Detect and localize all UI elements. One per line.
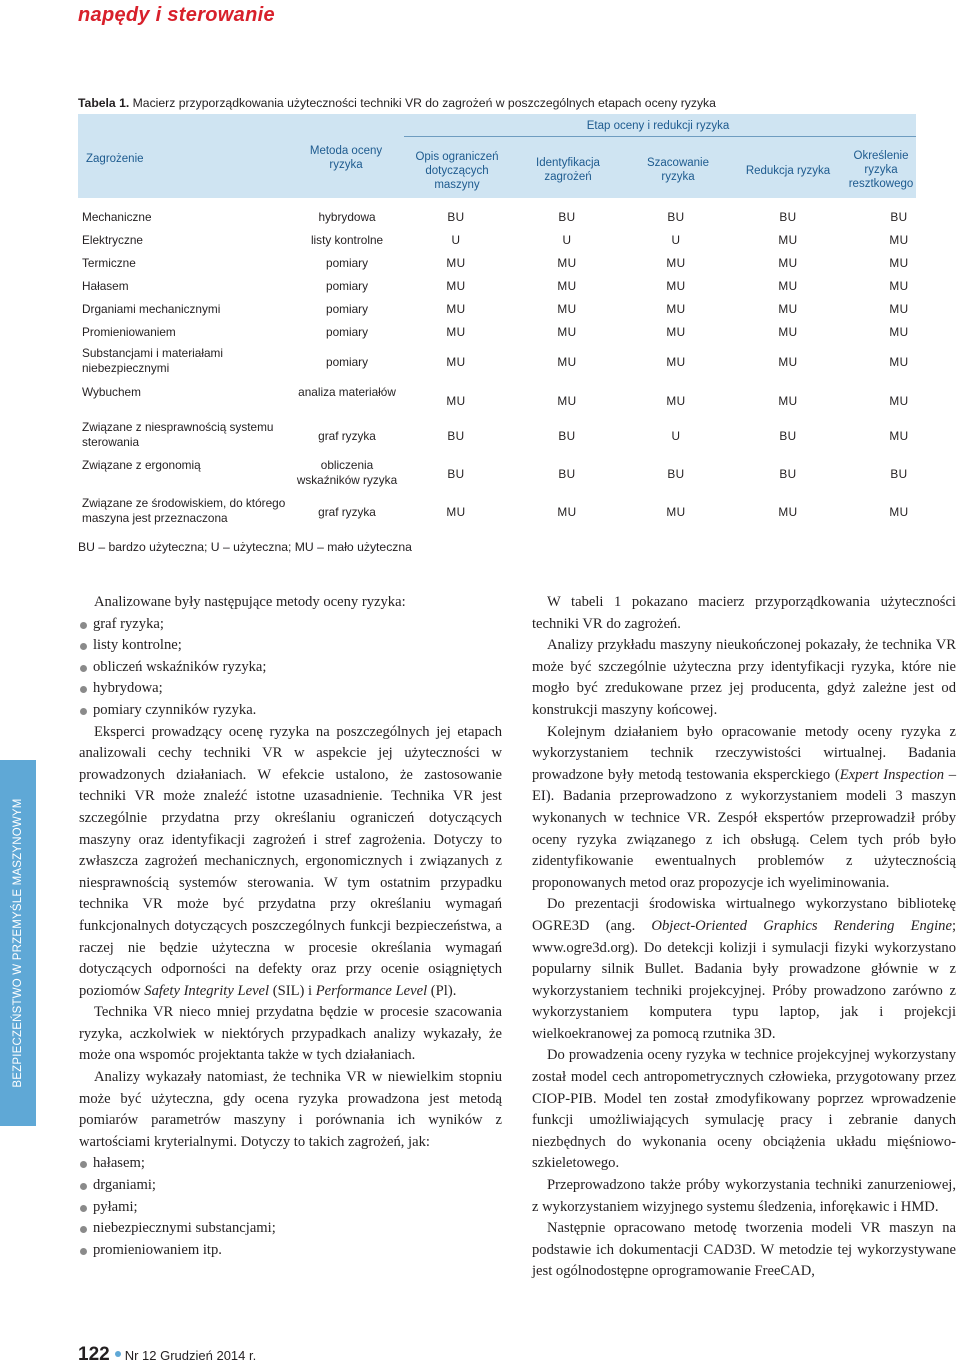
paragraph: Analizy przykładu maszyny nieukończonej pokazały, że technika VR może być szczególnie użyteczna przy identyfikacji ryzyka, które nie mogło być zredukowane przez jej producenta, gdyż zależne jest od konstrukcji maszyny końcowej.	[532, 637, 956, 718]
list-item: hałasem;	[79, 1153, 502, 1175]
row-value-cell: MU	[446, 355, 466, 369]
list-item: pyłami;	[79, 1197, 502, 1219]
row-value-cell: BU	[447, 210, 465, 224]
row-hazard-cell: Wybuchem	[82, 385, 141, 399]
section-title: napędy i sterowanie	[78, 4, 275, 26]
row-method-cell: pomiary	[326, 302, 368, 316]
row-value-cell: MU	[889, 302, 909, 316]
issue-label: Nr 12 Grudzień 2014 r.	[124, 1348, 257, 1363]
row-value-cell: BU	[667, 210, 685, 224]
row-value-cell: MU	[889, 233, 909, 247]
row-value-cell: MU	[889, 256, 909, 270]
row-method-cell: obliczenia wskaźników ryzyka	[296, 458, 398, 487]
row-method-cell: listy kontrolne	[310, 233, 384, 247]
row-value-cell: MU	[666, 302, 686, 316]
row-value-cell: BU	[558, 210, 576, 224]
row-value-cell: MU	[666, 355, 686, 369]
row-hazard-cell: Promieniowaniem	[82, 325, 176, 339]
row-value-cell: BU	[779, 467, 797, 481]
row-value-cell: MU	[889, 279, 909, 293]
table-legend: BU – bardzo użyteczna; U – użyteczna; MU – mało użyteczna	[78, 540, 412, 554]
row-method-cell: pomiary	[326, 355, 368, 369]
header-stage-2: Identyfikacja zagrożeń	[536, 157, 600, 183]
row-value-cell: MU	[778, 355, 798, 369]
list-item: promieniowaniem itp.	[79, 1240, 502, 1262]
row-value-cell: MU	[889, 355, 909, 369]
header-stage-3: Szacowanie ryzyka	[646, 157, 709, 183]
list-item: niebezpiecznymi substancjami;	[79, 1218, 502, 1240]
page-footer	[78, 1344, 256, 1363]
row-value-cell: MU	[446, 279, 466, 293]
row-value-cell: U	[451, 233, 461, 247]
list-item: drganiami;	[79, 1175, 502, 1197]
row-value-cell: MU	[666, 394, 686, 408]
row-method-cell: hybrydowa	[318, 210, 376, 224]
row-method-cell: pomiary	[326, 256, 368, 270]
row-value-cell: MU	[778, 325, 798, 339]
side-tab-label: BEZPIECZEŃSTWO W PRZEMYŚLE MASZYNOWYM	[12, 798, 24, 1088]
paragraph: Technika VR nieco mniej przydatna będzie w procesie szacowania ryzyka, aczkolwiek w niektórych przypadkach analizy wykazały, że może ona wspomóc projektanta także w tych działaniach.	[79, 1004, 502, 1064]
row-value-cell: BU	[779, 210, 797, 224]
row-value-cell: MU	[778, 256, 798, 270]
row-value-cell: BU	[447, 467, 465, 481]
header-stage-5: Określenie ryzyka resztkowego	[848, 150, 914, 190]
row-value-cell: MU	[778, 394, 798, 408]
row-value-cell: MU	[778, 302, 798, 316]
table-caption-text: Macierz przyporządkowania użyteczności techniki VR do zagrożeń w poszczególnych etapach oceny ryzyka	[132, 96, 716, 110]
row-method-cell: pomiary	[326, 325, 368, 339]
list-item: pomiary czynników ryzyka.	[79, 700, 502, 722]
row-value-cell: U	[671, 233, 681, 247]
side-section-tab	[0, 760, 36, 1126]
stage-group-rule	[404, 136, 916, 137]
row-value-cell: MU	[666, 256, 686, 270]
header-stage-1: Opis ograniczeń dotyczących maszyny	[415, 151, 499, 191]
table-row	[78, 254, 916, 274]
row-method-cell: graf ryzyka	[318, 505, 376, 519]
row-value-cell: MU	[666, 505, 686, 519]
row-value-cell: MU	[446, 325, 466, 339]
list-item: listy kontrolne;	[79, 635, 502, 657]
paragraph: Do prezentacji środowiska wirtualnego wykorzystano bibliotekę OGRE3D (ang. Object-Oriented Graphics Rendering Engine; www.ogre3d.org). Do detekcji kolizji i symulacji fizyki wykorzystano popularny silnik Bullet. Badania były prowadzone głównie w z wykorzystaniem techniki projekcyjnej. Próby prowadzono zarówno z wykorzystaniem komputera typu laptop, jak i projekcji wielkoekranowej za pomocą rzutnika 3D.	[532, 896, 956, 1042]
row-hazard-cell: Termiczne	[82, 256, 136, 270]
table-row	[78, 385, 916, 419]
row-value-cell: MU	[446, 256, 466, 270]
row-value-cell: MU	[889, 325, 909, 339]
list-item: graf ryzyka;	[79, 614, 502, 636]
row-method-cell: analiza materiałów	[298, 385, 396, 399]
row-hazard-cell: Drganiami mechanicznymi	[82, 302, 221, 316]
methods-intro: Analizowane były następujące metody oceny ryzyka:	[94, 594, 406, 610]
row-value-cell: BU	[558, 429, 576, 443]
row-value-cell: MU	[666, 279, 686, 293]
right-article-column	[532, 592, 956, 1283]
paragraph: Eksperci prowadzący ocenę ryzyka na poszczególnych jej etapach analizowali cechy techniki VR w aspekcie jej użyteczności w prowadzonych działaniach. W efekcie ustalono, że zastosowanie techniki VR może znaleźć istotne uzasadnienie. Technika VR jest szczególnie przydatna przy określaniu ograniczeń dotyczących maszyny oraz identyfikacji zagrożeń i stref zagrożenia. Dotyczy to zwłaszcza zagrożeń mechanicznych, ergonomicznych i związanych z niesprawnością systemów sterowania. W tym ostatnim przypadku technika VR może być przydatna przy określaniu wymagań funkcjonalnych dotyczących poszczególnych funkcji bezpieczeństwa, a raczej nie będzie użyteczna w procesie określania wymagań dotyczących odporności na defekty oraz przy ocenie osiągniętych poziomów Safety Integrity Level (SIL) i Performance Level (Pl).	[79, 723, 502, 999]
table-row	[78, 208, 916, 228]
table-caption	[78, 96, 716, 110]
row-value-cell: MU	[557, 325, 577, 339]
row-value-cell: MU	[889, 429, 909, 443]
stage-group-header: Etap oceny i redukcji ryzyka	[586, 120, 730, 132]
table-row	[78, 496, 916, 530]
row-method-cell: graf ryzyka	[318, 429, 376, 443]
row-value-cell: MU	[778, 279, 798, 293]
row-value-cell: MU	[778, 233, 798, 247]
table-row	[78, 458, 916, 492]
methods-list	[79, 614, 502, 722]
row-value-cell: MU	[557, 279, 577, 293]
footer-dot-icon	[115, 1351, 121, 1357]
paragraph: Przeprowadzono także próby wykorzystania techniki zanurzeniowej, z wykorzystaniem wizyjnego systemu śledzenia, inforękawic i HMD.	[532, 1177, 956, 1215]
table-row	[78, 231, 916, 251]
list-item: obliczeń wskaźników ryzyka;	[79, 657, 502, 679]
row-value-cell: MU	[778, 505, 798, 519]
table-row	[78, 346, 916, 380]
hazards-list	[79, 1153, 502, 1261]
row-value-cell: MU	[889, 394, 909, 408]
left-article-column	[79, 592, 502, 1261]
row-value-cell: MU	[446, 394, 466, 408]
table-row	[78, 300, 916, 320]
table-row	[78, 277, 916, 297]
row-value-cell: U	[562, 233, 572, 247]
table-row	[78, 323, 916, 343]
row-value-cell: MU	[557, 505, 577, 519]
row-hazard-cell: Związane z niesprawnością systemu sterowania	[82, 420, 274, 449]
row-value-cell: MU	[557, 256, 577, 270]
header-hazard: Zagrożenie	[86, 153, 144, 165]
row-value-cell: MU	[557, 302, 577, 316]
row-value-cell: MU	[666, 325, 686, 339]
row-hazard-cell: Związane z ergonomią	[82, 458, 201, 472]
paragraph: Kolejnym działaniem było opracowanie metody oceny ryzyka z wykorzystaniem technik rzeczywistości wirtualnej. Badania prowadzone były metodą testowania eksperckiego (Expert Inspection – EI). Badania przeprowadzono z wykorzystaniem modeli 3 maszyn wykonanych w technice VR. Zespół ekspertów przeprowadził próby oceny ryzyka związanego z ich obsługą. Celem tych prób było zidentyfikowanie ewentualnych problemów z użytecznością proponowanych metod oraz propozycje ich wyeliminowania.	[532, 723, 956, 891]
row-value-cell: BU	[890, 210, 908, 224]
row-value-cell: BU	[779, 429, 797, 443]
row-value-cell: MU	[446, 302, 466, 316]
row-method-cell: pomiary	[326, 279, 368, 293]
list-item: hybrydowa;	[79, 678, 502, 700]
row-hazard-cell: Substancjami i materiałami niebezpiecznymi	[82, 346, 223, 375]
row-hazard-cell: Związane ze środowiskiem, do którego maszyna jest przeznaczona	[82, 496, 286, 525]
row-value-cell: MU	[446, 505, 466, 519]
table-caption-label: Tabela 1.	[78, 96, 130, 110]
header-method: Metoda oceny ryzyka	[309, 145, 383, 171]
paragraph: W tabeli 1 pokazano macierz przyporządkowania użyteczności techniki VR do zagrożeń.	[532, 594, 956, 632]
row-value-cell: U	[671, 429, 681, 443]
header-stage-4: Redukcja ryzyka	[745, 165, 831, 177]
row-value-cell: BU	[667, 467, 685, 481]
row-hazard-cell: Elektryczne	[82, 233, 143, 247]
row-value-cell: BU	[447, 429, 465, 443]
row-value-cell: BU	[890, 467, 908, 481]
row-value-cell: BU	[558, 467, 576, 481]
paragraph: Następnie opracowano metodę tworzenia modeli VR maszyn na podstawie ich dokumentacji CAD3D. W metodzie tej wykorzystywane jest ogólnodostępne oprogramowanie FreeCAD,	[532, 1220, 956, 1280]
paragraph: Analizy wykazały natomiast, że technika VR w niewielkim stopniu może być użyteczna, gdy ocena ryzyka prowadzona jest metodą pomiarów parametrów maszyny i porównania ich wyników z wartościami kryterialnymi. Dotyczy to takich zagrożeń, jak:	[79, 1069, 502, 1150]
section-header	[78, 4, 275, 27]
row-value-cell: MU	[557, 394, 577, 408]
row-value-cell: MU	[889, 505, 909, 519]
row-value-cell: MU	[557, 355, 577, 369]
paragraph: Do prowadzenia oceny ryzyka w technice projekcyjnej wykorzystany został model cech antropometrycznych człowieka, przygotowany przez CIOP-PIB. Model ten został zmodyfikowany poprzez wprowadzenie funkcji umożliwiających symulację pracy i zebranie danych niezbędnych do wykonania oceny obciążenia układu mięśniowo-szkieletowego.	[532, 1047, 956, 1172]
row-hazard-cell: Hałasem	[82, 279, 129, 293]
table-row	[78, 420, 916, 454]
row-hazard-cell: Mechaniczne	[82, 210, 152, 224]
page-number: 122	[78, 1344, 110, 1363]
